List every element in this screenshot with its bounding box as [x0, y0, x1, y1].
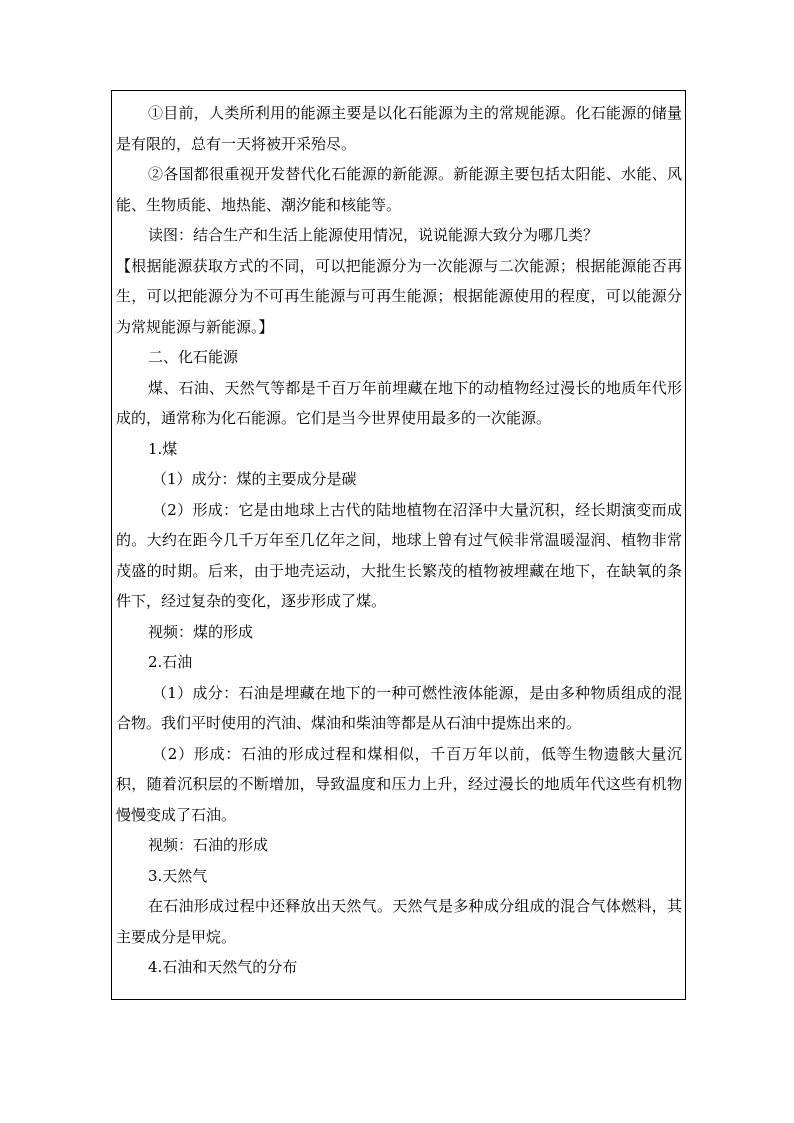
section-heading-fossil-energy: 二、化石能源: [148, 348, 239, 366]
paragraph-coal-formation: （2）形成：它是由地球上古代的陆地植物在沼泽中大量沉积，经长期演变而成的。大约在距今几千万年至几亿年之间，地球上曾有过气候非常温暖湿润、植物非常茂盛的时期。后来，由于地壳运动，大批生长繁茂的植物被埋藏在地下，在缺氧的条件下，经过复杂的变化，逐步形成了煤。: [116, 500, 682, 610]
paragraph-natural-gas: 在石油形成过程中还释放出天然气。天然气是多种成分组成的混合气体燃料，其主要成分是甲烷。: [116, 897, 682, 946]
subheading-natural-gas: 3.天然气: [148, 866, 208, 885]
paragraph-fossil-intro: 煤、石油、天然气等都是千百万年前埋藏在地下的动植物经过漫长的地质年代形成的，通常称为化石能源。它们是当今世界使用最多的一次能源。: [116, 378, 682, 427]
subheading-oil-gas-distribution: 4.石油和天然气的分布: [148, 958, 298, 976]
paragraph-answer: 【根据能源获取方式的不同，可以把能源分为一次能源与二次能源；根据能源能否再生，可以把能源分为不可再生能源与可再生能源；根据能源使用的程度，可以能源分为常规能源与新能源。】: [116, 256, 682, 336]
paragraph-conventional-energy: ①目前，人类所利用的能源主要是以化石能源为主的常规能源。化石能源的储量是有限的，总有一天将被开采殆尽。: [116, 104, 682, 153]
paragraph-oil-composition: （1）成分：石油是埋藏在地下的一种可燃性液体能源，是由多种物质组成的混合物。我们平时使用的汽油、煤油和柴油等都是从石油中提炼出来的。: [116, 683, 682, 732]
paragraph-new-energy: ②各国都很重视开发替代化石能源的新能源。新能源主要包括太阳能、水能、风能、生物质能、地热能、潮汐能和核能等。: [116, 165, 682, 214]
subheading-coal: 1.煤: [148, 439, 178, 458]
paragraph-reading-question: 读图：结合生产和生活上能源使用情况，说说能源大致分为哪几类？: [148, 226, 599, 244]
subheading-oil: 2.石油: [148, 653, 193, 671]
paragraph-oil-formation: （2）形成：石油的形成过程和煤相似，千百万年以前，低等生物遗骸大量沉积，随着沉积层的不断增加，导致温度和压力上升，经过漫长的地质年代这些有机物慢慢变成了石油。: [116, 744, 682, 824]
document-body: [116, 98, 682, 983]
video-coal-formation: 视频：煤的形成: [148, 622, 254, 641]
paragraph-coal-composition: （1）成分：煤的主要成分是碳: [152, 470, 357, 488]
video-oil-formation: 视频：石油的形成: [148, 836, 269, 854]
